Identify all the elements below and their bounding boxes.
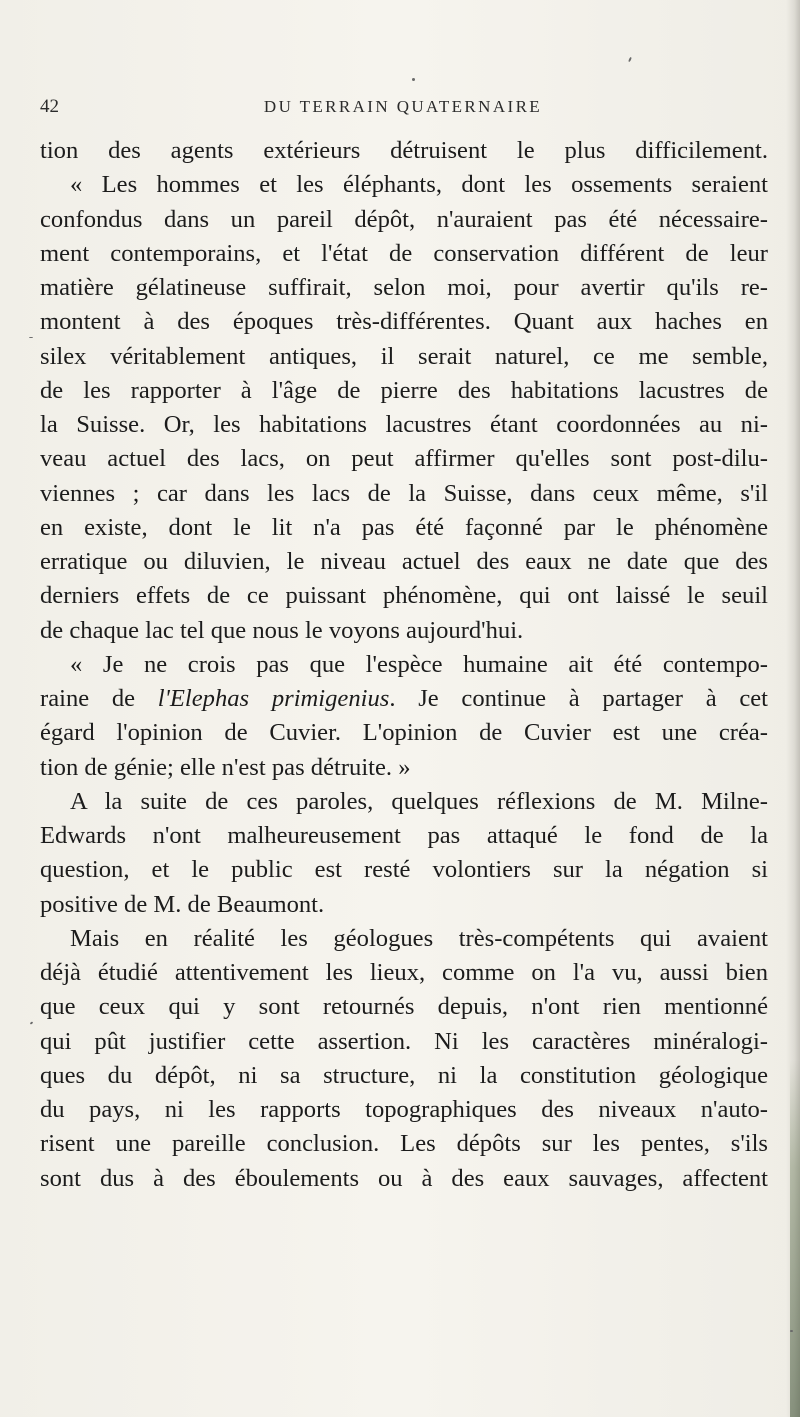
text-line: déjà étudié attentivement les lieux, comme on l'a vu, aussi bien bbox=[40, 959, 768, 986]
text-line: veau actuel des lacs, on peut affirmer qu'elles sont post-dilu- bbox=[40, 445, 768, 473]
text-line: tion de génie; elle n'est pas détruite. » bbox=[40, 753, 411, 781]
text-line: la Suisse. Or, les habitations lacustres étant coordonnées au ni- bbox=[40, 411, 768, 438]
text-line: question, et le public est resté volontiers sur la négation si bbox=[40, 856, 768, 884]
text-line: de les rapporter à l'âge de pierre des habitations lacustres de bbox=[40, 376, 768, 404]
text-line: montent à des époques très-différentes. Quant aux haches en bbox=[40, 308, 768, 336]
text-line: risent une pareille conclusion. Les dépôts sur les pentes, s'ils bbox=[40, 1130, 768, 1158]
text-line: viennes ; car dans les lacs de la Suisse, dans ceux même, s'il bbox=[40, 479, 768, 507]
body-text bbox=[40, 134, 768, 1196]
species-name-italic: l'Elephas primigenius bbox=[157, 685, 390, 712]
page-number: 42 bbox=[40, 96, 59, 117]
text-line: erratique ou diluvien, le niveau actuel des eaux ne date que des bbox=[40, 548, 768, 575]
text-line: égard l'opinion de Cuvier. L'opinion de Cuvier est une créa- bbox=[40, 719, 768, 747]
page-header bbox=[40, 96, 766, 122]
text-line: que ceux qui y sont retournés depuis, n'ont rien mentionné bbox=[40, 993, 768, 1021]
text-line: derniers effets de ce puissant phénomène, qui ont laissé le seuil bbox=[40, 582, 768, 610]
running-head: DU TERRAIN QUATERNAIRE bbox=[263, 97, 543, 116]
text-line: silex véritablement antiques, il serait naturel, ce me semble, bbox=[40, 342, 768, 370]
text-line: qui pût justifier cette assertion. Ni les caractères minéralogi- bbox=[40, 1027, 768, 1055]
text-line: Edwards n'ont malheureusement pas attaqué le fond de la bbox=[40, 822, 768, 849]
text-line: de chaque lac tel que nous le voyons aujourd'hui. bbox=[40, 616, 524, 644]
text-line: ment contemporains, et l'état de conservation différent de leur bbox=[40, 239, 768, 267]
text-line: ques du dépôt, ni sa structure, ni la constitution géologique bbox=[40, 1061, 768, 1089]
text-line: du pays, ni les rapports topographiques des niveaux n'auto- bbox=[40, 1096, 768, 1123]
text-line: confondus dans un pareil dépôt, n'auraient pas été nécessaire- bbox=[40, 205, 768, 233]
text-line: en existe, dont le lit n'a pas été façonné par le phénomène bbox=[40, 513, 768, 541]
text-line: positive de M. de Beaumont. bbox=[40, 890, 325, 918]
text-segment: raine de bbox=[40, 685, 158, 712]
text-line: « Je ne crois pas que l'espèce humaine ait été contempo- bbox=[70, 650, 768, 678]
text-line: matière gélatineuse suffirait, selon moi, pour avertir qu'ils re- bbox=[40, 274, 768, 301]
text-line: Mais en réalité les géologues très-compétents qui avaient bbox=[70, 924, 768, 952]
text-segment: . Je continue à partager à cet bbox=[389, 685, 768, 712]
text-line-with-italic bbox=[40, 682, 768, 716]
text-line: A la suite de ces paroles, quelques réflexions de M. Milne- bbox=[70, 787, 768, 815]
text-line: « Les hommes et les éléphants, dont les ossements seraient bbox=[70, 171, 768, 199]
text-line: tion des agents extérieurs détruisent le plus difficilement. bbox=[40, 137, 768, 164]
text-line: sont dus à des éboulements ou à des eaux sauvages, affectent bbox=[40, 1164, 768, 1192]
